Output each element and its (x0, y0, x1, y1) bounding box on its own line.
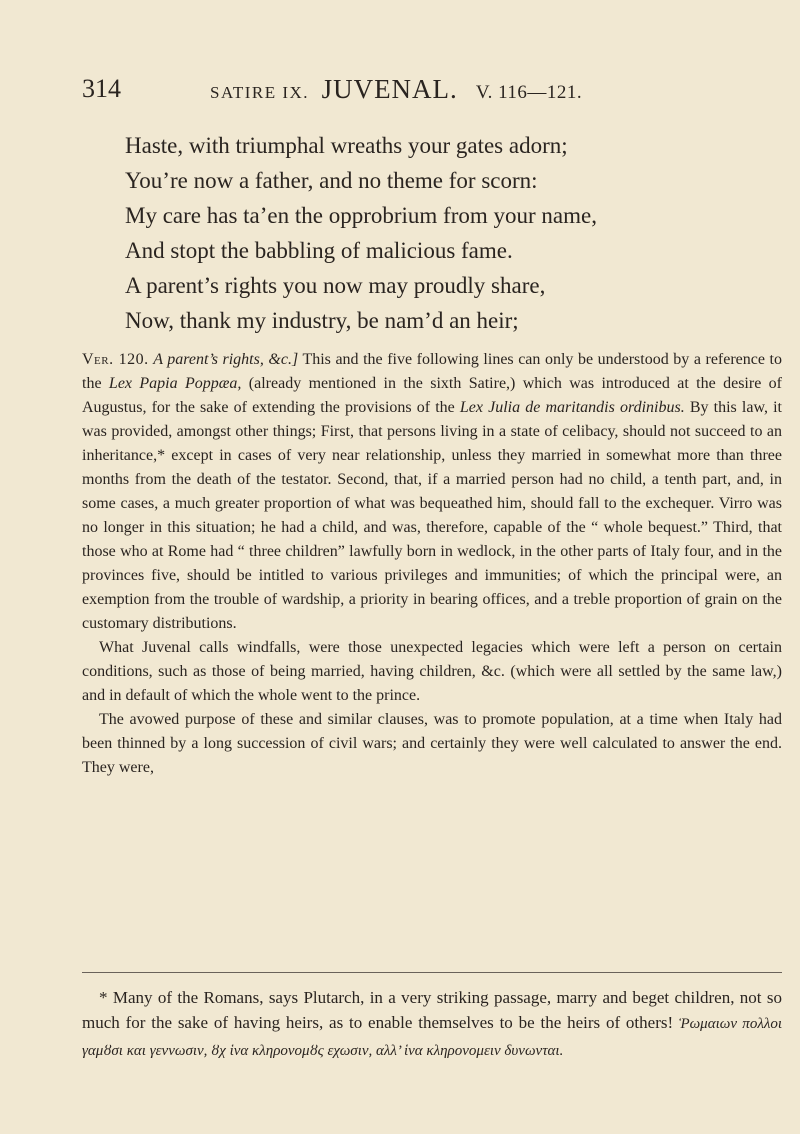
page-header (82, 74, 740, 110)
footnote-text: * Many of the Romans, says Plutarch, in a very striking passage, marry and beget children, not so much for the sake of having heirs, as to enable themselves to be the heirs of others! (82, 988, 782, 1032)
lex-papia: Lex Papia Poppæa, (108, 375, 242, 392)
footnote-divider (82, 972, 782, 973)
note-paragraph (82, 348, 782, 636)
note-text: This and the five following lines can only be understood by a reference to the (82, 351, 782, 392)
verse-block (125, 128, 765, 338)
verse-line: A parent’s rights you now may proudly share, (125, 273, 546, 298)
author-name: JUVENAL. (321, 74, 458, 104)
verse-line: And stopt the babbling of malicious fame. (125, 238, 513, 263)
satire-label: SATIRE IX. (210, 83, 310, 102)
commentary-note (82, 348, 782, 780)
verse-line: Haste, with triumphal wreaths your gates adorn; (125, 133, 568, 158)
note-verse-number: Ver. 120. (82, 351, 149, 368)
greek-quotation: Ῥωμαιων πολλοι γαμȣσι και γεννωσιν, ȣχ ἱνα κληρονομȣς εχωσιν, αλλ’ ἱνα κληρονομειν δυνωνται. (82, 1016, 782, 1059)
note-text: By this law, it was provided, amongst other things; First, that persons living in a state of celibacy, should not succeed to an inheritance,* except in cases of very near relationship, unless they married in somewhat more than three months from the death of the testator. Second, that, if a married person had no child, a tenth part, and, in some cases, a much greater proportion of what was bequeathed him, should fall to the exchequer. Virro was no longer in this situation; he had a child, and was, therefore, capable of the “ whole bequest.” Third, that those who at Rome had “ three children” lawfully born in wedlock, in the other parts of Italy four, and in the provinces five, should be intitled to various privileges and immunities; of which the principal were, an exemption from the trouble of wardship, a priority in bearing offices, and a treble proportion of grain on the customary distributions. (82, 399, 782, 632)
footnote-paragraph (82, 985, 782, 1064)
verse-line: My care has ta’en the opprobrium from your name, (125, 203, 597, 228)
note-lemma: A parent’s rights, &c.] (153, 351, 299, 368)
footnote (82, 985, 782, 1064)
note-paragraph: The avowed purpose of these and similar clauses, was to promote population, at a time when Italy had been thinned by a long succession of civil wars; and certainly they were well calculated to answer the end. They were, (82, 711, 782, 776)
verse-line: You’re now a father, and no theme for scorn: (125, 168, 538, 193)
verse-line: Now, thank my industry, be nam’d an heir; (125, 308, 519, 333)
note-text: (already mentioned in the sixth Satire,) which was introduced at the desire of Augustus, for the sake of extending the provisions of the (82, 375, 783, 416)
page-number: 314 (82, 74, 121, 103)
note-paragraph: What Juvenal calls windfalls, were those unexpected legacies which were left a person on certain conditions, such as those of being married, having children, &c. (which were all settled by the same law,) and in default of which the whole went to the prince. (82, 639, 782, 704)
lex-julia: Lex Julia de maritandis ordinibus. (459, 399, 685, 416)
verse-reference: V. 116—121. (475, 82, 583, 103)
running-head (210, 74, 582, 105)
